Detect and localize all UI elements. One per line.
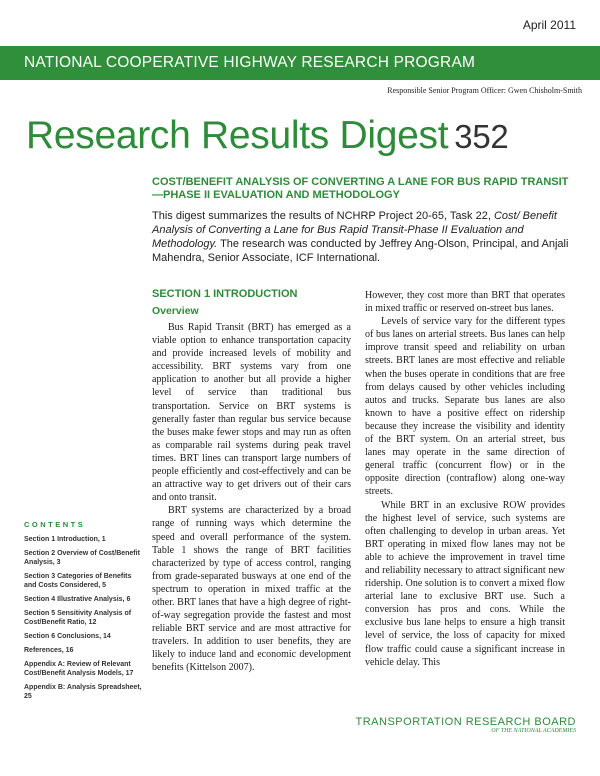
paragraph: While BRT in an exclusive ROW provides the highest level of service, such systems are often challenging to develop in urban areas. Yet BRT operating in mixed flow lanes may not be able to achieve the improvement in travel time and reliability necessary to attract significant new ridership. One solution is to convert a mixed flow arterial lane to exclusive BRT use. Such a conversion has pros and cons. While the exclusive bus lane helps to ensure a high transit level of service, the loss of capacity for mixed flow traffic could cause a significant increase in vehicle delay. This [365, 499, 565, 668]
paragraph: Levels of service vary for the different types of bus lanes on arterial streets. Bus lanes can help improve transit speed and reliability on urban streets. BRT lanes are most effective and reliable when the buses operate in conditions that are free from delays caused by other vehicles including autos and trucks. Separate bus lanes are also known to have a positive effect on ridership because they increase the visibility and identity of the BRT system. On an arterial street, bus lanes may operate in the same direction of general traffic (concurrent flow) or in the opposite direction (contraflow) along one-way streets. [365, 316, 565, 498]
paragraph: BRT systems are characterized by a broad range of running ways which determine the speed and overall performance of the system. Table 1 shows the range of BRT facilities characterized by type of access control, ranging from grade-separated busways at one end of the spectrum to operation in mixed traffic at the other. BRT lanes that have a high degree of right-of-way segregation provide the fastest and most reliable BRT service and are most attractive for travelers. In addition to user benefits, they are likely to induce land and economic development benefits (Kittelson 2007). [152, 505, 351, 674]
issue-date: April 2011 [522, 18, 576, 32]
toc-item[interactable]: Section 5 Sensitivity Analysis of Cost/Benefit Ratio, 12 [24, 610, 132, 626]
body-column-1 [152, 288, 351, 675]
toc-item[interactable]: Appendix B: Analysis Spreadsheet, 25 [24, 684, 142, 700]
program-banner: NATIONAL COOPERATIVE HIGHWAY RESEARCH PROGRAM [0, 46, 600, 80]
toc-item[interactable]: Section 6 Conclusions, 14 [24, 633, 111, 640]
toc-item[interactable]: Section 1 Introduction, 1 [24, 536, 106, 543]
body-column-2 [365, 289, 565, 669]
digest-title-text: Research Results Digest [26, 114, 449, 157]
summary-italic-title: Cost/ Benefit Analysis of Converting a Lane for Bus Rapid Transit-Phase II Evaluation and Methodology. [152, 210, 557, 250]
toc-item[interactable]: Section 4 Illustrative Analysis, 6 [24, 596, 131, 603]
digest-number: 352 [454, 118, 509, 155]
trb-name: TRANSPORTATION RESEARCH BOARD [355, 716, 576, 728]
digest-subtitle: COST/BENEFIT ANALYSIS OF CONVERTING A LANE FOR BUS RAPID TRANSIT—PHASE II EVALUATION AND METHODOLOGY [152, 176, 569, 201]
summary-part1: This digest summarizes the results of NCHRP Project 20-65, Task 22, [152, 210, 494, 222]
toc-item[interactable]: Appendix A: Review of Relevant Cost/Benefit Analysis Models, 17 [24, 661, 134, 677]
paragraph: Bus Rapid Transit (BRT) has emerged as a viable option to enhance transportation capacity and provide increased levels of mobility and accessibility. BRT systems vary from one application to another but all provide a higher level of service than traditional bus transportation. Service on BRT systems is generally faster than regular bus service because the buses make fewer stops and may run as often as comparable rail systems during peak travel times. BRT lines can transport large numbers of people efficiently and cost-effectively and can be an attractive way to get drivers out of their cars and onto transit. [152, 322, 351, 504]
section-heading: SECTION 1 INTRODUCTION [152, 288, 298, 300]
toc-item[interactable]: References, 16 [24, 647, 74, 654]
paragraph: However, they cost more than BRT that operates in mixed traffic or reserved on-street bus lanes. [365, 290, 565, 315]
digest-summary [152, 209, 572, 265]
table-of-contents [24, 520, 142, 706]
summary-part2: The research was conducted by Jeffrey Ang-Olson, Principal, and Anjali Mahendra, Senior Associate, ICF International. [152, 238, 569, 264]
trb-logo [356, 716, 576, 734]
trb-subname: OF THE NATIONAL ACADEMIES [491, 728, 576, 734]
toc-item[interactable]: Section 3 Categories of Benefits and Costs Considered, 5 [24, 573, 132, 589]
overview-subheading: Overview [152, 305, 199, 317]
program-officer: Responsible Senior Program Officer: Gwen Chisholm-Smith [387, 86, 582, 95]
contents-heading: CONTENTS [24, 520, 86, 529]
toc-item[interactable]: Section 2 Overview of Cost/Benefit Analysis, 3 [24, 550, 140, 566]
digest-title [26, 114, 508, 158]
